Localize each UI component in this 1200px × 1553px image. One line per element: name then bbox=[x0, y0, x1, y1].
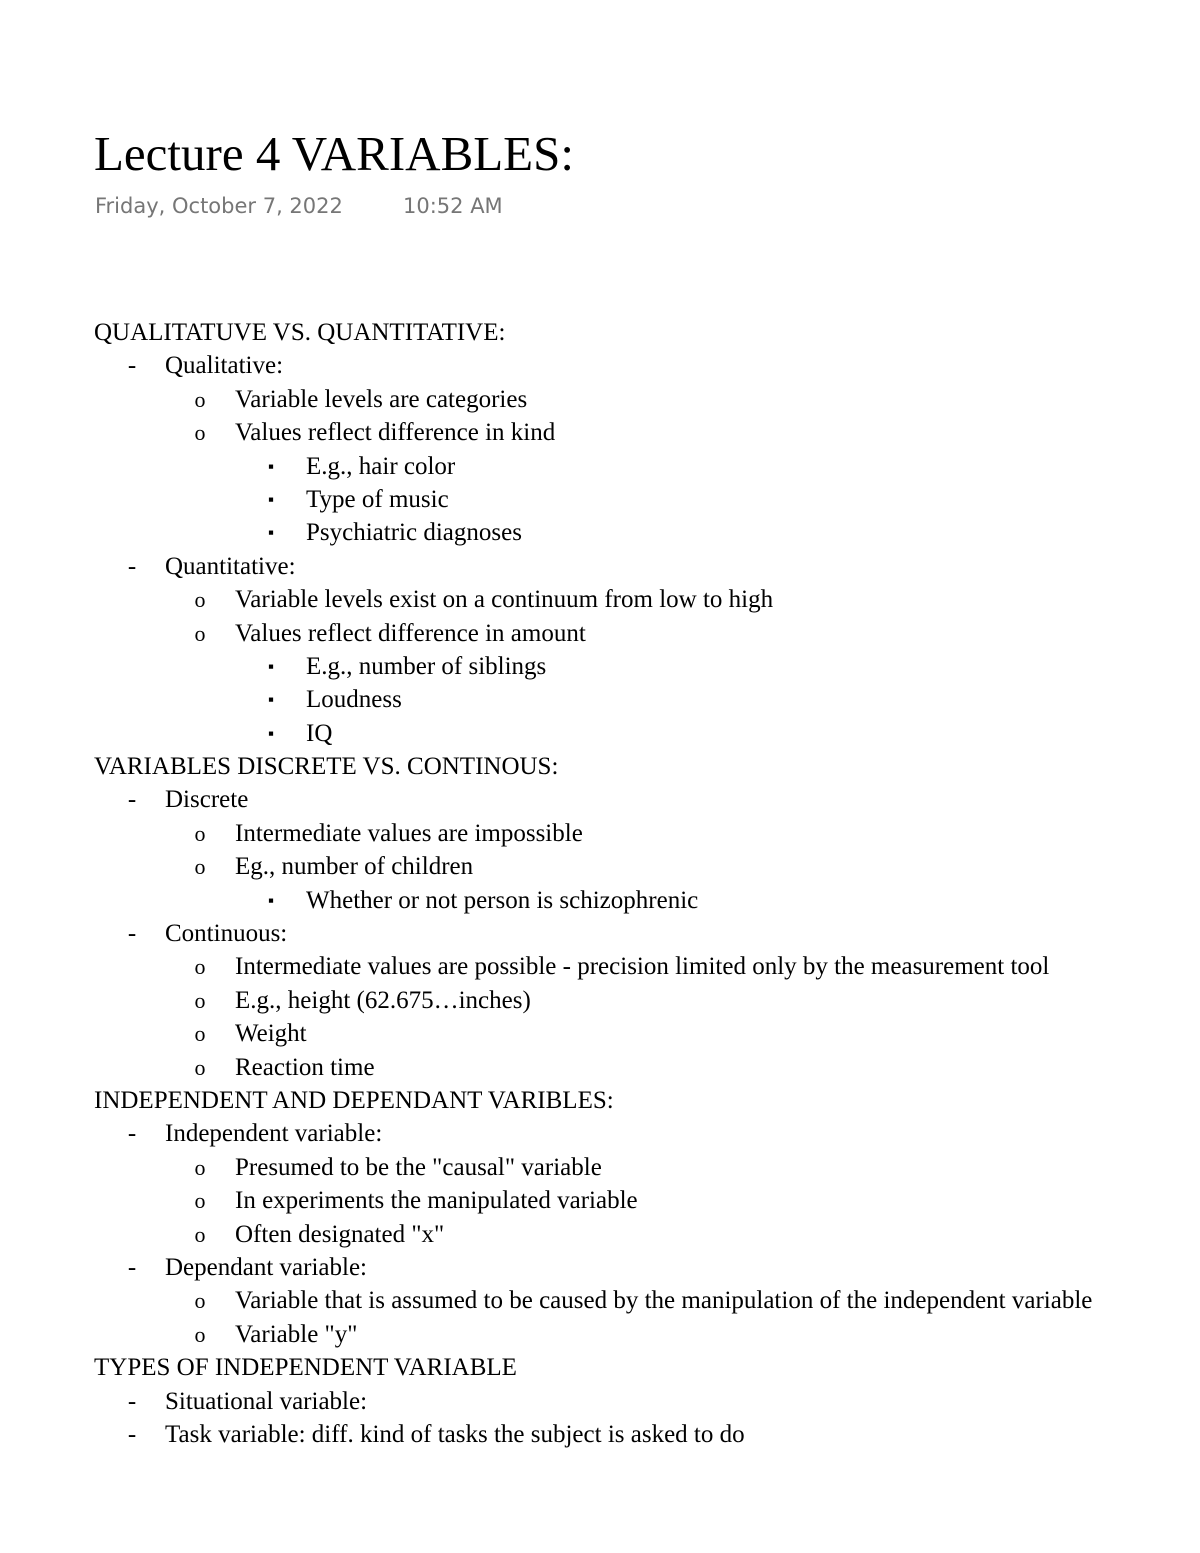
list-item-text: Psychiatric diagnoses bbox=[306, 519, 522, 547]
list-item bbox=[0, 1117, 1200, 1150]
list-item-text: Task variable: diff. kind of tasks the subject is asked to do bbox=[165, 1420, 745, 1448]
list-item bbox=[0, 516, 1200, 549]
section-heading bbox=[0, 1084, 1200, 1117]
square-bullet-icon: ▪ bbox=[267, 690, 275, 710]
square-bullet-icon: ▪ bbox=[267, 723, 275, 743]
list-item-text: E.g., hair color bbox=[306, 452, 456, 480]
list-item bbox=[0, 550, 1200, 583]
circle-bullet-icon: o bbox=[194, 620, 206, 646]
list-item bbox=[0, 1051, 1200, 1084]
section-heading-text: TYPES OF INDEPENDENT VARIABLE bbox=[94, 1354, 517, 1382]
circle-bullet-icon: o bbox=[194, 1021, 206, 1047]
list-item bbox=[0, 1385, 1200, 1418]
dash-bullet-icon: - bbox=[127, 1387, 137, 1415]
list-item bbox=[0, 1151, 1200, 1184]
list-item-text: Variable "y" bbox=[235, 1320, 358, 1348]
list-item-text: Dependant variable: bbox=[165, 1253, 367, 1281]
circle-bullet-icon: o bbox=[194, 854, 206, 880]
circle-bullet-icon: o bbox=[194, 1054, 206, 1080]
circle-bullet-icon: o bbox=[194, 1288, 206, 1314]
list-item bbox=[0, 817, 1200, 850]
circle-bullet-icon: o bbox=[194, 420, 206, 446]
list-item-text: Reaction time bbox=[235, 1053, 375, 1081]
list-item bbox=[0, 583, 1200, 616]
list-item-text: E.g., number of siblings bbox=[306, 652, 547, 680]
section-heading bbox=[0, 316, 1200, 349]
list-item bbox=[0, 783, 1200, 816]
list-item bbox=[0, 850, 1200, 883]
circle-bullet-icon: o bbox=[194, 1321, 206, 1347]
list-item bbox=[0, 1184, 1200, 1217]
section-heading bbox=[0, 750, 1200, 783]
list-item bbox=[0, 1318, 1200, 1351]
dash-bullet-icon: - bbox=[127, 352, 137, 380]
circle-bullet-icon: o bbox=[194, 987, 206, 1013]
list-item-text: Intermediate values are possible - precision limited only by the measurement tool bbox=[235, 953, 1050, 981]
list-item bbox=[0, 717, 1200, 750]
list-item-text: Variable levels are categories bbox=[235, 385, 528, 413]
dash-bullet-icon: - bbox=[127, 1420, 137, 1448]
square-bullet-icon: ▪ bbox=[267, 656, 275, 676]
dash-bullet-icon: - bbox=[127, 920, 137, 948]
circle-bullet-icon: o bbox=[194, 386, 206, 412]
circle-bullet-icon: o bbox=[194, 820, 206, 846]
list-item bbox=[0, 1218, 1200, 1251]
square-bullet-icon: ▪ bbox=[267, 523, 275, 543]
list-item bbox=[0, 950, 1200, 983]
page-title: Lecture 4 VARIABLES: bbox=[94, 126, 574, 181]
square-bullet-icon: ▪ bbox=[267, 890, 275, 910]
list-item-text: Often designated "x" bbox=[235, 1220, 445, 1248]
list-item bbox=[0, 1418, 1200, 1451]
list-item bbox=[0, 416, 1200, 449]
list-item-text: Variable levels exist on a continuum from low to high bbox=[235, 586, 774, 614]
list-item bbox=[0, 917, 1200, 950]
list-item-text: Eg., number of children bbox=[235, 853, 474, 881]
circle-bullet-icon: o bbox=[194, 587, 206, 613]
list-item-text: Variable that is assumed to be caused by the manipulation of the independent variable bbox=[235, 1287, 1093, 1315]
note-time: 10:52 AM bbox=[403, 194, 503, 218]
square-bullet-icon: ▪ bbox=[267, 489, 275, 509]
square-bullet-icon: ▪ bbox=[267, 456, 275, 476]
list-item bbox=[0, 1284, 1200, 1317]
list-item-text: Qualitative: bbox=[165, 352, 284, 380]
section-heading-text: QUALITATUVE VS. QUANTITATIVE: bbox=[94, 319, 506, 346]
list-item-text: Values reflect difference in amount bbox=[235, 619, 586, 647]
list-item-text: Independent variable: bbox=[165, 1120, 383, 1148]
list-item-text: Intermediate values are impossible bbox=[235, 819, 583, 847]
list-item-text: In experiments the manipulated variable bbox=[235, 1187, 638, 1215]
dash-bullet-icon: - bbox=[127, 1253, 137, 1281]
note-body[interactable] bbox=[0, 316, 1200, 1451]
list-item-text: E.g., height (62.675…inches) bbox=[235, 986, 531, 1014]
list-item bbox=[0, 984, 1200, 1017]
list-item-text: Values reflect difference in kind bbox=[235, 419, 556, 447]
list-item bbox=[0, 650, 1200, 683]
list-item-text: Type of music bbox=[306, 485, 449, 513]
list-item-text: Discrete bbox=[165, 786, 249, 814]
section-heading bbox=[0, 1351, 1200, 1384]
list-item bbox=[0, 483, 1200, 516]
list-item bbox=[0, 1251, 1200, 1284]
list-item bbox=[0, 450, 1200, 483]
circle-bullet-icon: o bbox=[194, 1221, 206, 1247]
dash-bullet-icon: - bbox=[127, 1120, 137, 1148]
list-item-text: Situational variable: bbox=[165, 1387, 368, 1415]
list-item bbox=[0, 884, 1200, 917]
list-item-text: Whether or not person is schizophrenic bbox=[306, 886, 699, 914]
list-item bbox=[0, 349, 1200, 382]
note-date: Friday, October 7, 2022 bbox=[95, 194, 343, 218]
list-item-text: Quantitative: bbox=[165, 552, 296, 580]
section-heading-text: VARIABLES DISCRETE VS. CONTINOUS: bbox=[94, 753, 559, 781]
list-item bbox=[0, 1017, 1200, 1050]
dash-bullet-icon: - bbox=[127, 552, 137, 580]
list-item-text: Continuous: bbox=[165, 920, 288, 948]
list-item-text: Weight bbox=[235, 1020, 307, 1048]
list-item bbox=[0, 617, 1200, 650]
section-heading-text: INDEPENDENT AND DEPENDANT VARIBLES: bbox=[94, 1086, 614, 1114]
list-item bbox=[0, 383, 1200, 416]
list-item-text: IQ bbox=[306, 719, 333, 747]
circle-bullet-icon: o bbox=[194, 954, 206, 980]
circle-bullet-icon: o bbox=[194, 1188, 206, 1214]
list-item bbox=[0, 683, 1200, 716]
dash-bullet-icon: - bbox=[127, 786, 137, 814]
circle-bullet-icon: o bbox=[194, 1154, 206, 1180]
list-item-text: Loudness bbox=[306, 686, 402, 714]
list-item-text: Presumed to be the "causal" variable bbox=[235, 1153, 602, 1181]
